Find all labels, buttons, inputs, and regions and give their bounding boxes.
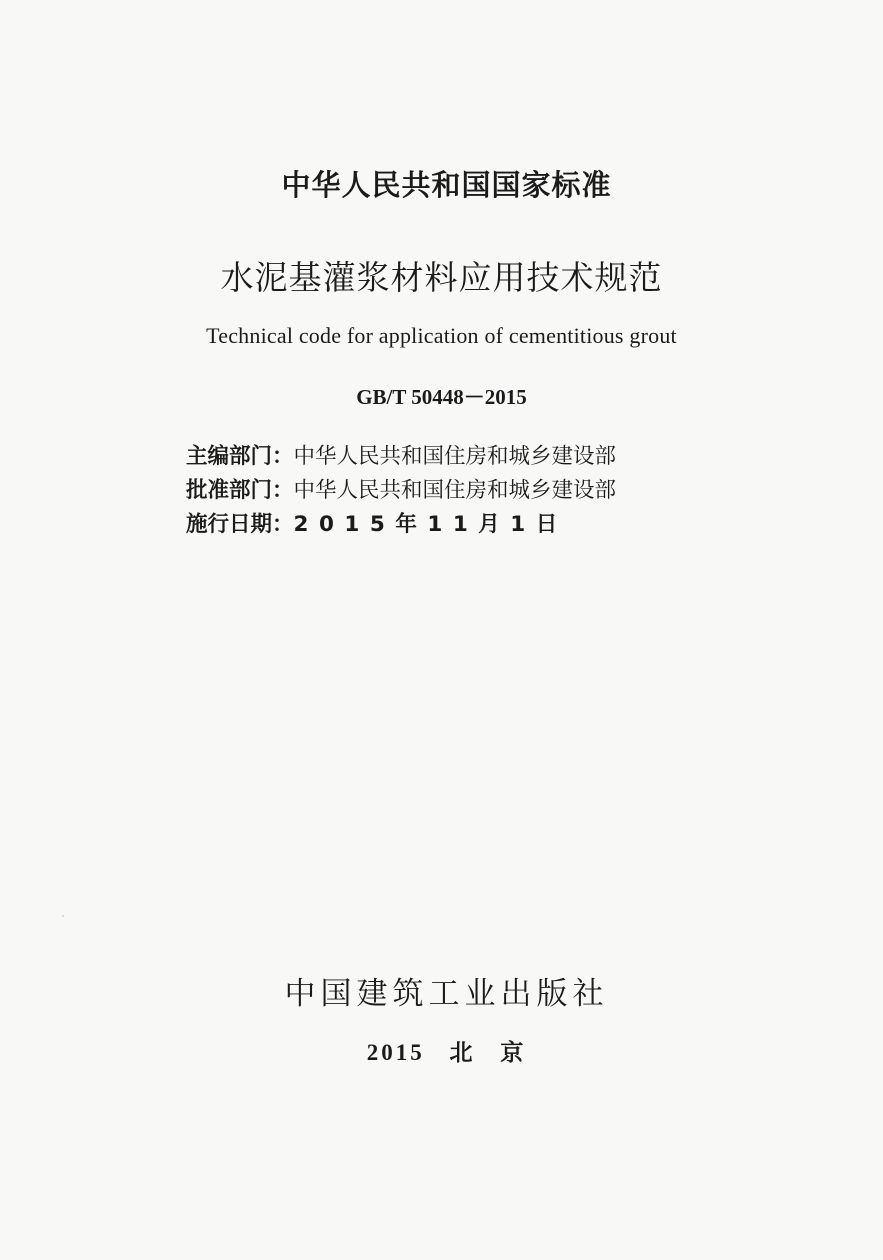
standard-code: GB/T 50448－2015: [356, 385, 527, 409]
publication-info: [186, 440, 706, 542]
editor-label: 主编部门：: [186, 444, 294, 469]
approver-row: [186, 474, 706, 508]
editor-row: [186, 440, 706, 474]
standard-class-heading: 中华人民共和国国家标准: [281, 168, 612, 202]
scan-speck: [62, 915, 64, 917]
date-label: 施行日期：: [186, 512, 294, 537]
title-chinese: 水泥基灌浆材料应用技术规范: [220, 258, 663, 297]
editor-value: 中华人民共和国住房和城乡建设部: [293, 444, 617, 469]
title-english: Technical code for application of cementitious grout: [206, 323, 677, 348]
date-row: [186, 508, 706, 542]
approver-value: 中华人民共和国住房和城乡建设部: [293, 478, 617, 503]
publication-place-year: 2015 北 京: [366, 1040, 527, 1065]
date-value: 2015年11月1日: [293, 512, 568, 537]
publisher-name: 中国建筑工业出版社: [284, 976, 609, 1012]
approver-label: 批准部门：: [186, 478, 294, 503]
